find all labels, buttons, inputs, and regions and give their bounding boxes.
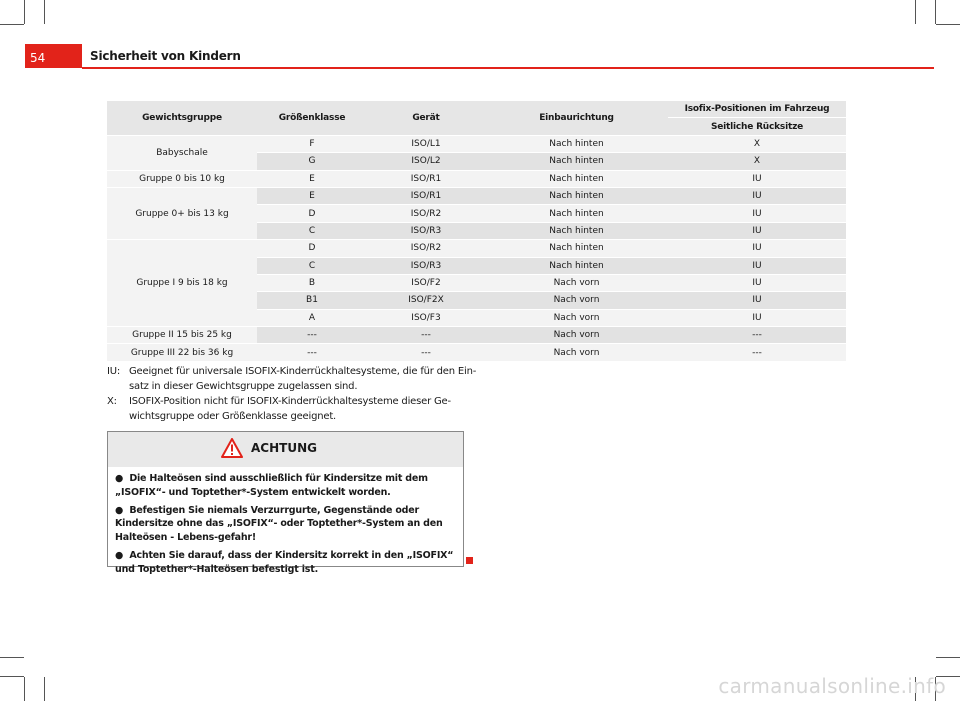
cell-direction: Nach vorn: [485, 274, 668, 291]
cell-isofix: ---: [668, 327, 846, 344]
warning-item-text: Die Halteösen sind ausschließlich für Kindersitze mit dem „ISOFIX“- und Toptether*-System entwickelt worden.: [115, 473, 428, 498]
cell-isofix: IU: [668, 274, 846, 291]
cell-size-class: B1: [257, 292, 367, 309]
cell-direction: Nach hinten: [485, 135, 668, 152]
cell-size-class: B: [257, 274, 367, 291]
cell-isofix: IU: [668, 292, 846, 309]
crop-mark: [0, 676, 24, 677]
warning-box: [107, 431, 464, 575]
cell-group: Babyschale: [107, 135, 257, 170]
cell-group: Gruppe II 15 bis 25 kg: [107, 327, 257, 344]
legend-item-iu: [107, 364, 479, 394]
cell-device: ---: [367, 344, 485, 361]
cell-size-class: A: [257, 309, 367, 326]
warning-item-text: Befestigen Sie niemals Verzurrgurte, Gegenstände oder Kindersitze ohne das „ISOFIX“- oder Toptether*-System an den Halteösen - Lebens-gefahr!: [115, 504, 443, 544]
cell-isofix: IU: [668, 170, 846, 187]
col-header-isofix-positionen: Isofix-Positionen im Fahrzeug: [668, 101, 846, 118]
table-row: [107, 135, 846, 152]
legend-item-x: [107, 394, 479, 424]
table-row: [107, 187, 846, 204]
cell-isofix: IU: [668, 187, 846, 204]
warning-triangle-icon: [221, 438, 243, 458]
legend-key: X:: [107, 396, 117, 407]
warning-body: [108, 467, 463, 577]
section-end-marker: [466, 557, 473, 564]
watermark: carmanualsonline.info: [718, 674, 946, 698]
col-subheader-seitliche-ruecksitze: Seitliche Rücksitze: [668, 118, 846, 135]
cell-isofix: IU: [668, 309, 846, 326]
cell-isofix: X: [668, 153, 846, 170]
cell-direction: Nach hinten: [485, 187, 668, 204]
cell-direction: Nach vorn: [485, 327, 668, 344]
cell-device: ISO/R1: [367, 170, 485, 187]
warning-header: [108, 432, 463, 467]
legend-text: Geeignet für universale ISOFIX-Kinderrückhaltesysteme, die für den Ein-satz in dieser Gewichtsgruppe zugelassen sind.: [129, 366, 477, 392]
cell-device: ISO/R2: [367, 240, 485, 257]
crop-mark: [935, 0, 936, 24]
crop-mark: [936, 24, 960, 25]
cell-size-class: D: [257, 240, 367, 257]
crop-mark: [0, 24, 24, 25]
cell-device: ISO/F2: [367, 274, 485, 291]
warning-item: [115, 504, 456, 545]
cell-isofix: ---: [668, 344, 846, 361]
warning-label: ACHTUNG: [251, 441, 317, 455]
cell-device: ISO/F3: [367, 309, 485, 326]
cell-direction: Nach hinten: [485, 170, 668, 187]
cell-size-class: G: [257, 153, 367, 170]
warning-item: [115, 549, 456, 577]
cell-size-class: F: [257, 135, 367, 152]
warning-item-text: Achten Sie darauf, dass der Kindersitz korrekt in den „ISOFIX“ und Toptether*-Halteösen befestigt ist.: [115, 549, 454, 575]
crop-mark: [24, 0, 25, 24]
cell-direction: Nach hinten: [485, 240, 668, 257]
bullet-icon: ●: [115, 504, 124, 516]
bullet-icon: ●: [115, 549, 124, 561]
cell-device: ISO/R1: [367, 187, 485, 204]
cell-direction: Nach vorn: [485, 292, 668, 309]
legend-key: IU:: [107, 366, 121, 377]
crop-mark: [936, 657, 960, 658]
cell-isofix: IU: [668, 257, 846, 274]
cell-direction: Nach hinten: [485, 205, 668, 222]
isofix-table: [107, 101, 846, 362]
page-title: Sicherheit von Kindern: [90, 49, 241, 63]
crop-mark: [44, 0, 45, 24]
cell-group: Gruppe 0+ bis 13 kg: [107, 187, 257, 239]
cell-direction: Nach hinten: [485, 153, 668, 170]
crop-mark: [0, 657, 24, 658]
table-row: [107, 327, 846, 344]
warning-item: [115, 472, 456, 500]
cell-isofix: X: [668, 135, 846, 152]
cell-size-class: C: [257, 222, 367, 239]
cell-size-class: E: [257, 187, 367, 204]
cell-device: ISO/L1: [367, 135, 485, 152]
crop-mark: [915, 0, 916, 24]
table-row: [107, 240, 846, 257]
cell-device: ISO/R2: [367, 205, 485, 222]
cell-direction: Nach hinten: [485, 222, 668, 239]
cell-group: Gruppe III 22 bis 36 kg: [107, 344, 257, 361]
crop-mark: [44, 677, 45, 701]
crop-mark: [24, 677, 25, 701]
cell-device: ISO/R3: [367, 222, 485, 239]
page-number: 54: [25, 44, 82, 68]
cell-size-class: C: [257, 257, 367, 274]
col-header-gewichtsgruppe: Gewichtsgruppe: [107, 101, 257, 135]
cell-direction: Nach vorn: [485, 344, 668, 361]
table-row: [107, 344, 846, 361]
cell-device: ISO/L2: [367, 153, 485, 170]
cell-direction: Nach hinten: [485, 257, 668, 274]
bullet-icon: ●: [115, 473, 124, 484]
cell-device: ---: [367, 327, 485, 344]
cell-device: ISO/F2X: [367, 292, 485, 309]
cell-device: ISO/R3: [367, 257, 485, 274]
cell-size-class: ---: [257, 327, 367, 344]
cell-isofix: IU: [668, 205, 846, 222]
cell-isofix: IU: [668, 240, 846, 257]
cell-isofix: IU: [668, 222, 846, 239]
col-header-groessenklasse: Größenklasse: [257, 101, 367, 135]
cell-size-class: E: [257, 170, 367, 187]
legend-text: ISOFIX-Position nicht für ISOFIX-Kinderrückhaltesysteme dieser Ge-wichtsgruppe oder Größenklasse geeignet.: [129, 396, 451, 422]
cell-size-class: D: [257, 205, 367, 222]
cell-size-class: ---: [257, 344, 367, 361]
cell-group: Gruppe I 9 bis 18 kg: [107, 240, 257, 327]
cell-group: Gruppe 0 bis 10 kg: [107, 170, 257, 187]
header-rule: [82, 67, 934, 69]
cell-direction: Nach vorn: [485, 309, 668, 326]
col-header-einbaurichtung: Einbaurichtung: [485, 101, 668, 135]
col-header-geraet: Gerät: [367, 101, 485, 135]
table-row: [107, 170, 846, 187]
